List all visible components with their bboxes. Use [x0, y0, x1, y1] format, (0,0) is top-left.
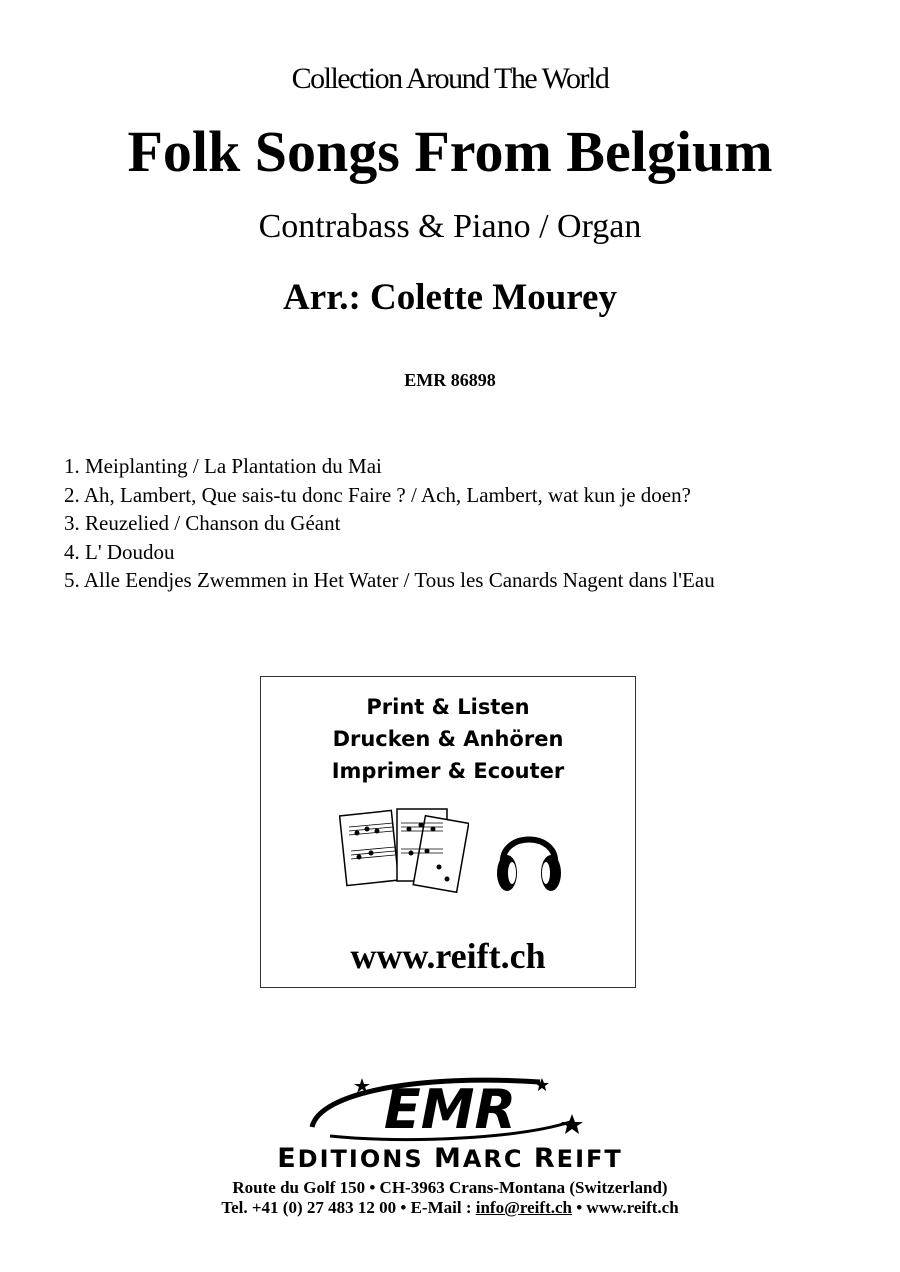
promo-line-french: Imprimer & Ecouter: [331, 759, 565, 783]
page-title: Folk Songs From Belgium: [127, 119, 773, 184]
list-item: 3. Reuzelied / Chanson du Géant: [64, 511, 341, 535]
promo-line-english: Print & Listen: [366, 695, 530, 719]
print-listen-box: [260, 676, 636, 988]
instrumentation: Contrabass & Piano / Organ: [258, 208, 642, 245]
list-item: 4. L' Doudou: [64, 539, 175, 564]
web-text[interactable]: • www.reift.ch: [571, 1198, 679, 1217]
list-item: 2. Ah, Lambert, Que sais-tu donc Faire ? / Ach, Lambert, wat kun je doen?: [64, 482, 691, 507]
phone-text: Tel. +41 (0) 27 483 12 00 • E-Mail :: [221, 1198, 476, 1217]
list-item: 1. Meiplanting / La Plantation du Mai: [64, 454, 382, 478]
sheet-music-icon: [339, 807, 469, 899]
publisher-name: EDITIONS MARC REIFT: [277, 1143, 623, 1174]
website-url[interactable]: www.reift.ch: [350, 936, 546, 976]
logo-text: EMR: [383, 1078, 517, 1141]
publisher-address: Route du Golf 150 • CH-3963 Crans-Montana (Switzerland): [232, 1178, 668, 1197]
track-list: [64, 452, 715, 595]
collection-title: Collection Around The World: [291, 62, 609, 95]
emr-logo: [300, 1072, 600, 1142]
headphones-icon: [493, 817, 565, 897]
catalog-number: EMR 86898: [404, 370, 496, 390]
promo-line-german: Drucken & Anhören: [332, 727, 564, 751]
contact-line: [0, 1198, 900, 1218]
email-link[interactable]: info@reift.ch: [475, 1198, 572, 1217]
arranger: Arr.: Colette Mourey: [283, 277, 617, 318]
list-item: 5. Alle Eendjes Zwemmen in Het Water / Tous les Canards Nagent dans l'Eau: [64, 568, 715, 592]
